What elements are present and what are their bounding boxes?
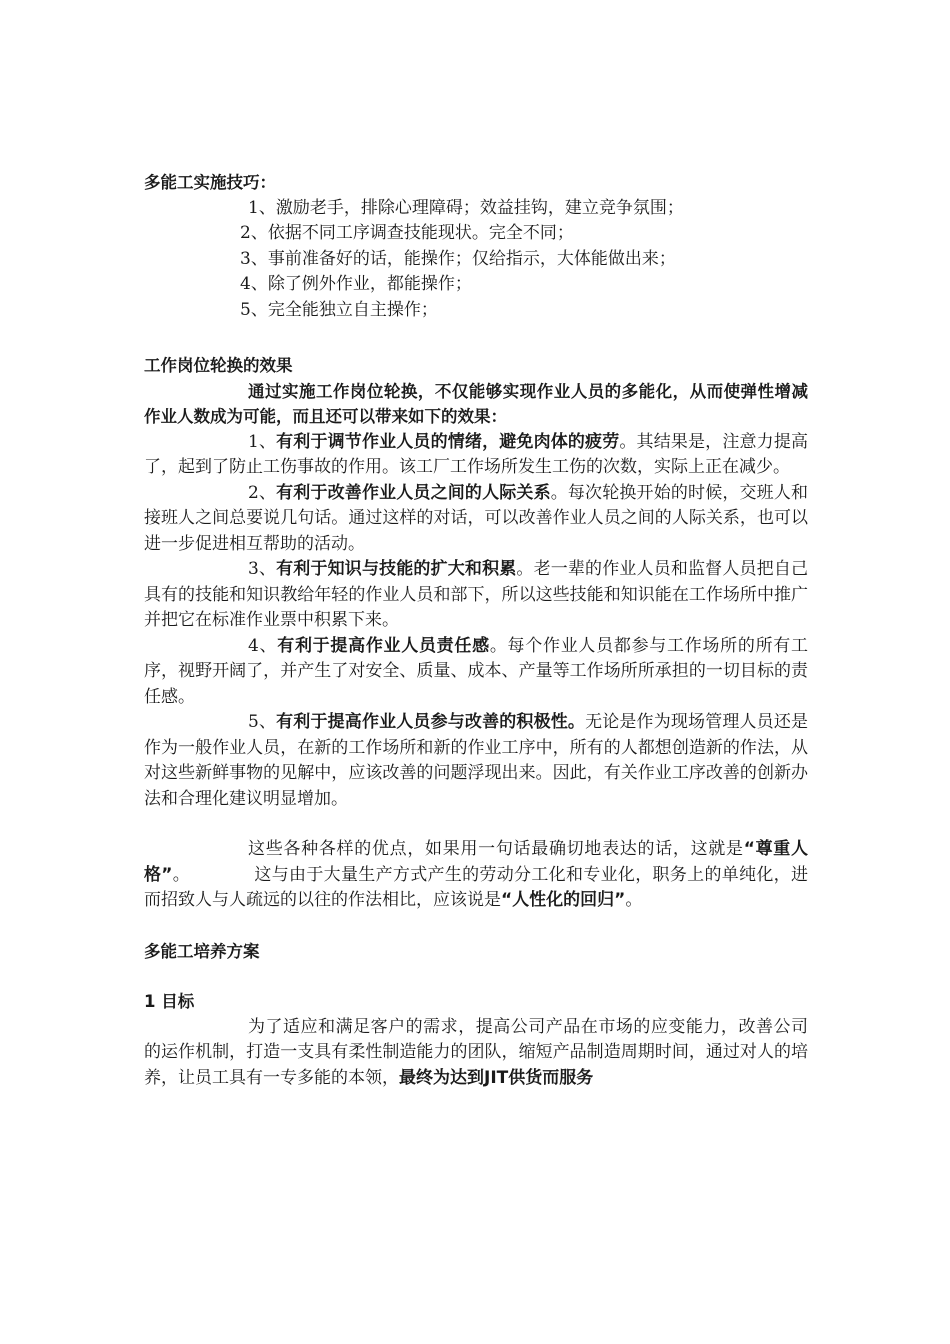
section-heading-training-plan: 多能工培养方案 <box>144 941 260 961</box>
list-item: 5、完全能独立自主操作； <box>240 299 438 320</box>
effect-number: 3、 <box>248 559 277 579</box>
summary-text: 这些各种各样的优点，如果用一句话最确切地表达的话，这就是 <box>248 839 744 859</box>
effect-body: 无论是作为现场管理人员还是作为一般作业人员，在新的工作场所和新的作业工序中，所有的人都想创造新的作法，从对这些新鲜事物的见解中，应该改善的问题浮现出来。因此，有关作业工序改善的创新办法和合理化建议明显增加。 <box>144 712 809 809</box>
summary-text: 。 <box>625 890 643 910</box>
effect-number: 4、 <box>248 635 278 656</box>
rotation-intro-paragraph: 通过实施工作岗位轮换，不仅能够实现作业人员的多能化，从而使弹性增减作业人数成为可能，而且还可以带来如下的效果： <box>144 381 808 426</box>
goal-paragraph <box>144 1015 808 1092</box>
effect-title: 有利于知识与技能的扩大和积累 <box>276 559 517 579</box>
goal-emphasis: 最终为达到JIT供货而服务 <box>399 1067 594 1088</box>
goal-text: 为了适应和满足客户的需求，提高公司产品在市场的应变能力，改善公司的运作机制，打造一支具有柔性制造能力的团队，缩短产品制造周期时间，通过对人的培养，让员工具有一专多能的本领， <box>144 1016 808 1088</box>
effect-paragraph <box>144 710 808 812</box>
section-heading-rotation-effects: 工作岗位轮换的效果 <box>144 356 293 375</box>
spacer <box>144 964 808 989</box>
summary-paragraph <box>144 837 808 914</box>
document-page <box>144 170 808 1091</box>
effect-title: 有利于提高作业人员参与改善的积极性。 <box>276 712 586 732</box>
effect-body: 。每次轮换开始的时候，交班人和接班人之间总要说几句话。通过这样的对话，可以改善作业人员之间的人际关系，也可以进一步促进相互帮助的活动。 <box>144 482 808 554</box>
spacer <box>144 323 808 353</box>
spacer <box>144 812 808 837</box>
sub-heading-goal: 1 目标 <box>144 992 195 1011</box>
effect-number: 2、 <box>248 482 277 503</box>
techniques-list <box>144 196 808 324</box>
section-heading-techniques: 多能工实施技巧： <box>144 173 276 192</box>
summary-keyword-respect: “尊重人格” <box>144 839 808 885</box>
effect-title: 有利于改善作业人员之间的人际关系 <box>276 482 551 503</box>
list-item: 3、事前准备好的话，能操作；仅给指示，大体能做出来； <box>240 248 676 269</box>
effect-paragraph <box>144 634 808 711</box>
effect-title: 有利于调节作业人员的情绪，避免肉体的疲劳 <box>276 431 620 452</box>
effect-number: 1、 <box>248 431 277 452</box>
list-item: 4、除了例外作业，都能操作； <box>240 274 472 294</box>
effect-body: 。每个作业人员都参与工作场所的所有工序，视野开阔了，并产生了对安全、质量、成本、产量等工作场所所承担的一切目标的责任感。 <box>144 635 809 707</box>
effect-title: 有利于提高作业人员责任感 <box>277 635 490 656</box>
list-item: 1、激励老手，排除心理障碍；效益挂钩，建立竞争氛围； <box>248 197 684 218</box>
effect-number: 5、 <box>248 712 277 732</box>
effect-paragraph <box>144 481 808 558</box>
summary-keyword-humanization: “人性化的回归” <box>501 890 626 910</box>
spacer <box>144 914 808 939</box>
effect-paragraph <box>144 557 808 634</box>
effect-paragraph <box>144 430 808 481</box>
summary-text: 这与由于大量生产方式产生的劳动分工化和专业化，职务上的单纯化，进而招致人与人疏远的以往的作法相比，应该说是 <box>144 864 808 910</box>
effect-body: 。其结果是，注意力提高了，起到了防止工伤事故的作用。该工厂工作场所发生工伤的次数，实际上正在减少。 <box>144 431 808 477</box>
summary-text: 。 <box>172 864 191 885</box>
effect-body: 。老一辈的作业人员和监督人员把自己具有的技能和知识教给年轻的作业人员和部下，所以这些技能和知识能在工作场所中推广并把它在标准作业票中积累下来。 <box>144 559 808 630</box>
list-item: 2、依据不同工序调查技能现状。完全不同； <box>240 223 574 243</box>
